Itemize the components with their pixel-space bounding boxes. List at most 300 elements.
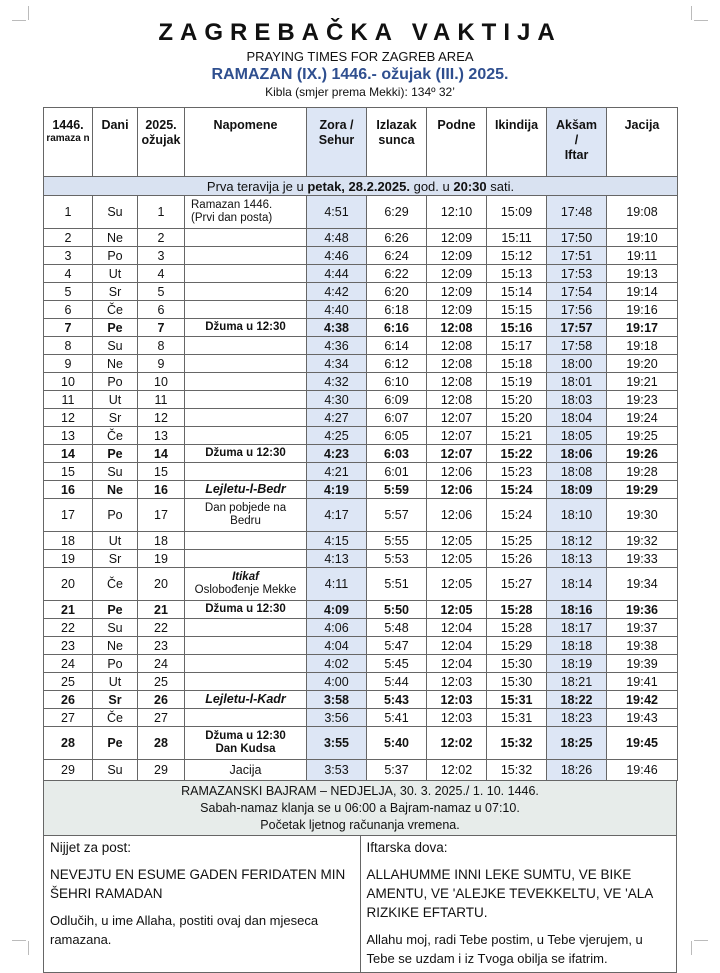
sunrise-time: 6:29 <box>367 196 427 229</box>
march-day: 12 <box>138 409 185 427</box>
notes <box>185 196 307 229</box>
isha-time: 19:16 <box>607 301 678 319</box>
weekday: Ut <box>93 265 138 283</box>
note-line: Džuma u 12:30 <box>205 730 286 742</box>
isha-time: 19:18 <box>607 337 678 355</box>
table-row <box>44 619 678 637</box>
fajr-time: 4:51 <box>307 196 367 229</box>
notes <box>185 391 307 409</box>
weekday: Če <box>93 427 138 445</box>
asr-time: 15:20 <box>487 409 547 427</box>
asr-time: 15:22 <box>487 445 547 463</box>
asr-time: 15:19 <box>487 373 547 391</box>
maghrib-time: 18:18 <box>547 637 607 655</box>
weekday: Ne <box>93 229 138 247</box>
asr-time: 15:14 <box>487 283 547 301</box>
col-march-day: 2025. ožujak <box>138 108 185 177</box>
notes <box>185 463 307 481</box>
kibla-direction: Kibla (smjer prema Mekki): 134º 32’ <box>265 85 455 99</box>
march-day: 24 <box>138 655 185 673</box>
isha-time: 19:37 <box>607 619 678 637</box>
hijri-day: 9 <box>44 355 93 373</box>
col-asr: Ikindija <box>487 108 547 177</box>
hijri-day: 3 <box>44 247 93 265</box>
sunrise-time: 5:53 <box>367 550 427 568</box>
table-row <box>44 319 678 337</box>
isha-time: 19:34 <box>607 568 678 601</box>
fajr-time: 4:17 <box>307 499 367 532</box>
weekday: Pe <box>93 445 138 463</box>
fajr-time: 3:56 <box>307 709 367 727</box>
sunrise-time: 5:45 <box>367 655 427 673</box>
note-line: Dan pobjede na <box>204 502 287 514</box>
dhuhr-time: 12:10 <box>427 196 487 229</box>
weekday: Ne <box>93 481 138 499</box>
weekday: Pe <box>93 319 138 337</box>
maghrib-time: 18:12 <box>547 532 607 550</box>
table-row <box>44 301 678 319</box>
table-row <box>44 409 678 427</box>
hijri-day: 22 <box>44 619 93 637</box>
weekday: Ut <box>93 532 138 550</box>
sunrise-time: 6:07 <box>367 409 427 427</box>
note-line: (Prvi dan posta) <box>191 212 273 224</box>
asr-time: 15:31 <box>487 709 547 727</box>
march-day: 27 <box>138 709 185 727</box>
sunrise-time: 6:14 <box>367 337 427 355</box>
notes <box>185 709 307 727</box>
sunrise-time: 6:22 <box>367 265 427 283</box>
march-day: 14 <box>138 445 185 463</box>
dhuhr-time: 12:05 <box>427 568 487 601</box>
notes <box>185 601 307 619</box>
march-day: 8 <box>138 337 185 355</box>
hijri-day: 25 <box>44 673 93 691</box>
hijri-day: 4 <box>44 265 93 283</box>
weekday: Ut <box>93 391 138 409</box>
dhuhr-time: 12:03 <box>427 709 487 727</box>
iftar-translation: Allahu moj, radi Tebe postim, u Tebe vjerujem, u Tebe se uzdam i iz Tvoga obilja se ifatrim. <box>366 932 643 966</box>
asr-time: 15:27 <box>487 568 547 601</box>
table-row <box>44 283 678 301</box>
hijri-day: 20 <box>44 568 93 601</box>
notes <box>185 481 307 499</box>
dhuhr-time: 12:03 <box>427 691 487 709</box>
march-day: 7 <box>138 319 185 337</box>
march-day: 3 <box>138 247 185 265</box>
dhuhr-time: 12:07 <box>427 445 487 463</box>
nijjet-translation: Odlučih, u ime Allaha, postiti ovaj dan mjeseca ramazana. <box>50 913 319 947</box>
maghrib-time: 17:56 <box>547 301 607 319</box>
hijri-day: 15 <box>44 463 93 481</box>
march-day: 29 <box>138 760 185 781</box>
table-row <box>44 568 678 601</box>
dhuhr-time: 12:09 <box>427 301 487 319</box>
notes <box>185 760 307 781</box>
table-row <box>44 337 678 355</box>
hijri-day: 28 <box>44 727 93 760</box>
isha-time: 19:46 <box>607 760 678 781</box>
march-day: 2 <box>138 229 185 247</box>
weekday: Sr <box>93 691 138 709</box>
iftar-label: Iftarska dova: <box>366 840 448 855</box>
weekday: Če <box>93 709 138 727</box>
weekday: Su <box>93 337 138 355</box>
note-line: Jacija <box>229 762 262 777</box>
teravija-notice: Prva teravija je u petak, 28.2.2025. god. u 20:30 sati. <box>44 177 678 196</box>
asr-time: 15:12 <box>487 247 547 265</box>
maghrib-time: 17:50 <box>547 229 607 247</box>
sunrise-time: 6:01 <box>367 463 427 481</box>
fajr-time: 4:15 <box>307 532 367 550</box>
table-header-row <box>44 108 678 177</box>
col-hijri-day: 1446. ramaza n <box>44 108 93 177</box>
isha-time: 19:39 <box>607 655 678 673</box>
fajr-time: 4:46 <box>307 247 367 265</box>
maghrib-time: 18:01 <box>547 373 607 391</box>
notes <box>185 229 307 247</box>
asr-time: 15:31 <box>487 691 547 709</box>
sunrise-time: 5:44 <box>367 673 427 691</box>
isha-time: 19:43 <box>607 709 678 727</box>
hijri-day: 1 <box>44 196 93 229</box>
notes <box>185 301 307 319</box>
sunrise-time: 6:12 <box>367 355 427 373</box>
isha-time: 19:29 <box>607 481 678 499</box>
asr-time: 15:24 <box>487 499 547 532</box>
table-row <box>44 373 678 391</box>
table-row <box>44 673 678 691</box>
crop-mark <box>12 940 26 941</box>
asr-time: 15:32 <box>487 760 547 781</box>
asr-time: 15:15 <box>487 301 547 319</box>
maghrib-time: 18:08 <box>547 463 607 481</box>
notes <box>185 655 307 673</box>
maghrib-time: 18:10 <box>547 499 607 532</box>
fajr-time: 4:36 <box>307 337 367 355</box>
fajr-time: 4:13 <box>307 550 367 568</box>
notes <box>185 691 307 709</box>
sunrise-time: 6:09 <box>367 391 427 409</box>
sunrise-time: 5:59 <box>367 481 427 499</box>
weekday: Po <box>93 247 138 265</box>
hijri-day: 24 <box>44 655 93 673</box>
hijri-day: 29 <box>44 760 93 781</box>
fajr-time: 4:30 <box>307 391 367 409</box>
dhuhr-time: 12:05 <box>427 532 487 550</box>
table-row <box>44 691 678 709</box>
asr-time: 15:25 <box>487 532 547 550</box>
nijjet-box <box>44 836 360 972</box>
table-row <box>44 229 678 247</box>
sunrise-time: 6:18 <box>367 301 427 319</box>
hijri-day: 5 <box>44 283 93 301</box>
iftar-box <box>360 836 677 972</box>
dhuhr-time: 12:08 <box>427 355 487 373</box>
notes <box>185 637 307 655</box>
hijri-day: 23 <box>44 637 93 655</box>
crop-mark <box>677 941 692 955</box>
notes <box>185 619 307 637</box>
table-row <box>44 427 678 445</box>
isha-time: 19:13 <box>607 265 678 283</box>
table-row <box>44 247 678 265</box>
isha-time: 19:23 <box>607 391 678 409</box>
sunrise-time: 6:20 <box>367 283 427 301</box>
maghrib-time: 18:00 <box>547 355 607 373</box>
dhuhr-time: 12:08 <box>427 373 487 391</box>
march-day: 19 <box>138 550 185 568</box>
maghrib-time: 17:57 <box>547 319 607 337</box>
col-maghrib: Akšam / Iftar <box>547 108 607 177</box>
dhuhr-time: 12:02 <box>427 727 487 760</box>
notes <box>185 247 307 265</box>
notes <box>185 265 307 283</box>
bajram-date: RAMAZANSKI BAJRAM – NEDJELJA, 30. 3. 2025./ 1. 10. 1446. <box>181 784 539 798</box>
isha-time: 19:41 <box>607 673 678 691</box>
table-row <box>44 709 678 727</box>
col-notes: Napomene <box>185 108 307 177</box>
isha-time: 19:36 <box>607 601 678 619</box>
page-subtitle: PRAYING TIMES FOR ZAGREB AREA <box>246 49 474 64</box>
weekday: Ne <box>93 355 138 373</box>
march-day: 25 <box>138 673 185 691</box>
maghrib-time: 17:51 <box>547 247 607 265</box>
weekday: Pe <box>93 727 138 760</box>
table-row <box>44 196 678 229</box>
march-day: 17 <box>138 499 185 532</box>
hijri-day: 14 <box>44 445 93 463</box>
asr-time: 15:26 <box>487 550 547 568</box>
notes <box>185 550 307 568</box>
sunrise-time: 5:48 <box>367 619 427 637</box>
maghrib-time: 18:26 <box>547 760 607 781</box>
note-line: Lejletu-l-Kadr <box>205 692 286 706</box>
sunrise-time: 5:47 <box>367 637 427 655</box>
sunrise-time: 5:41 <box>367 709 427 727</box>
weekday: Po <box>93 373 138 391</box>
sunrise-time: 6:03 <box>367 445 427 463</box>
fajr-time: 4:48 <box>307 229 367 247</box>
fajr-time: 4:44 <box>307 265 367 283</box>
asr-time: 15:11 <box>487 229 547 247</box>
dhuhr-time: 12:04 <box>427 655 487 673</box>
asr-time: 15:09 <box>487 196 547 229</box>
hijri-day: 18 <box>44 532 93 550</box>
dhuhr-time: 12:06 <box>427 463 487 481</box>
sunrise-time: 5:55 <box>367 532 427 550</box>
fajr-time: 4:23 <box>307 445 367 463</box>
fajr-time: 3:55 <box>307 727 367 760</box>
asr-time: 15:21 <box>487 427 547 445</box>
maghrib-time: 18:19 <box>547 655 607 673</box>
fajr-time: 4:04 <box>307 637 367 655</box>
table-row <box>44 532 678 550</box>
fajr-time: 4:40 <box>307 301 367 319</box>
nijjet-label: Nijjet za post: <box>50 840 132 855</box>
notes <box>185 409 307 427</box>
march-day: 20 <box>138 568 185 601</box>
hijri-day: 26 <box>44 691 93 709</box>
weekday: Po <box>93 655 138 673</box>
bajram-prayer-times: Sabah-namaz klanja se u 06:00 a Bajram-namaz u 07:10. <box>200 801 520 815</box>
table-row <box>44 481 678 499</box>
maghrib-time: 17:58 <box>547 337 607 355</box>
fajr-time: 4:19 <box>307 481 367 499</box>
isha-time: 19:21 <box>607 373 678 391</box>
page-title: ZAGREBAČKA VAKTIJA <box>158 19 562 46</box>
hijri-day: 2 <box>44 229 93 247</box>
march-day: 15 <box>138 463 185 481</box>
maghrib-time: 18:09 <box>547 481 607 499</box>
weekday: Sr <box>93 409 138 427</box>
sunrise-time: 5:37 <box>367 760 427 781</box>
fajr-time: 4:11 <box>307 568 367 601</box>
maghrib-time: 18:03 <box>547 391 607 409</box>
isha-time: 19:26 <box>607 445 678 463</box>
notes <box>185 727 307 760</box>
dhuhr-time: 12:08 <box>427 319 487 337</box>
dhuhr-time: 12:05 <box>427 601 487 619</box>
maghrib-time: 18:06 <box>547 445 607 463</box>
sunrise-time: 6:24 <box>367 247 427 265</box>
hijri-day: 27 <box>44 709 93 727</box>
sunrise-time: 5:43 <box>367 691 427 709</box>
fajr-time: 3:53 <box>307 760 367 781</box>
dhuhr-time: 12:05 <box>427 550 487 568</box>
fajr-time: 4:06 <box>307 619 367 637</box>
maghrib-time: 18:04 <box>547 409 607 427</box>
march-day: 11 <box>138 391 185 409</box>
dhuhr-time: 12:07 <box>427 409 487 427</box>
notes <box>185 568 307 601</box>
nijjet-arabic: NEVEJTU EN ESUME GADEN FERIDATEN MIN ŠEHRI RAMADAN <box>50 867 346 901</box>
march-day: 28 <box>138 727 185 760</box>
isha-time: 19:28 <box>607 463 678 481</box>
table-row <box>44 265 678 283</box>
hijri-day: 16 <box>44 481 93 499</box>
col-isha: Jacija <box>607 108 678 177</box>
notes <box>185 373 307 391</box>
asr-time: 15:17 <box>487 337 547 355</box>
weekday: Su <box>93 196 138 229</box>
asr-time: 15:29 <box>487 637 547 655</box>
weekday: Če <box>93 301 138 319</box>
march-day: 9 <box>138 355 185 373</box>
duas-section <box>43 836 677 973</box>
dhuhr-time: 12:06 <box>427 499 487 532</box>
notes <box>185 532 307 550</box>
dhuhr-time: 12:07 <box>427 427 487 445</box>
dhuhr-time: 12:02 <box>427 760 487 781</box>
asr-time: 15:20 <box>487 391 547 409</box>
dhuhr-time: 12:09 <box>427 229 487 247</box>
weekday: Pe <box>93 601 138 619</box>
notes <box>185 445 307 463</box>
hijri-day: 21 <box>44 601 93 619</box>
maghrib-time: 18:13 <box>547 550 607 568</box>
weekday: Ne <box>93 637 138 655</box>
iftar-arabic: ALLAHUMME INNI LEKE SUMTU, VE BIKE AMENTU, VE 'ALEJKE TEVEKKELTU, VE 'ALA RIZKIKE EFTARTU. <box>366 867 653 920</box>
table-row <box>44 727 678 760</box>
fajr-time: 4:02 <box>307 655 367 673</box>
sunrise-time: 5:50 <box>367 601 427 619</box>
weekday: Ut <box>93 673 138 691</box>
maghrib-time: 18:21 <box>547 673 607 691</box>
maghrib-time: 17:53 <box>547 265 607 283</box>
asr-time: 15:24 <box>487 481 547 499</box>
isha-time: 19:20 <box>607 355 678 373</box>
fajr-time: 4:32 <box>307 373 367 391</box>
asr-time: 15:18 <box>487 355 547 373</box>
isha-time: 19:32 <box>607 532 678 550</box>
maghrib-time: 18:22 <box>547 691 607 709</box>
col-weekday: Dani <box>93 108 138 177</box>
isha-time: 19:14 <box>607 283 678 301</box>
maghrib-time: 18:17 <box>547 619 607 637</box>
table-row <box>44 355 678 373</box>
asr-time: 15:28 <box>487 619 547 637</box>
hijri-day: 19 <box>44 550 93 568</box>
dhuhr-time: 12:06 <box>427 481 487 499</box>
note-line: Džuma u 12:30 <box>205 447 286 459</box>
isha-time: 19:33 <box>607 550 678 568</box>
prayer-times-sheet <box>43 107 677 973</box>
march-day: 6 <box>138 301 185 319</box>
table-row <box>44 463 678 481</box>
march-day: 21 <box>138 601 185 619</box>
dhuhr-time: 12:03 <box>427 673 487 691</box>
isha-time: 19:11 <box>607 247 678 265</box>
asr-time: 15:13 <box>487 265 547 283</box>
note-line: Džuma u 12:30 <box>205 321 286 333</box>
table-row <box>44 601 678 619</box>
isha-time: 19:30 <box>607 499 678 532</box>
dhuhr-time: 12:04 <box>427 637 487 655</box>
hijri-day: 8 <box>44 337 93 355</box>
note-line: Bedru <box>230 515 261 527</box>
isha-time: 19:17 <box>607 319 678 337</box>
march-day: 22 <box>138 619 185 637</box>
weekday: Su <box>93 619 138 637</box>
notes <box>185 337 307 355</box>
sunrise-time: 5:57 <box>367 499 427 532</box>
dst-notice: Početak ljetnog računanja vremena. <box>260 818 460 832</box>
fajr-time: 4:38 <box>307 319 367 337</box>
table-row <box>44 445 678 463</box>
fajr-time: 4:34 <box>307 355 367 373</box>
march-day: 5 <box>138 283 185 301</box>
hijri-day: 7 <box>44 319 93 337</box>
weekday: Sr <box>93 283 138 301</box>
dhuhr-time: 12:09 <box>427 265 487 283</box>
note-line: Dan Kudsa <box>215 743 276 755</box>
march-day: 4 <box>138 265 185 283</box>
maghrib-time: 18:14 <box>547 568 607 601</box>
fajr-time: 4:27 <box>307 409 367 427</box>
asr-time: 15:23 <box>487 463 547 481</box>
sunrise-time: 6:16 <box>367 319 427 337</box>
isha-time: 19:08 <box>607 196 678 229</box>
march-day: 13 <box>138 427 185 445</box>
notes <box>185 499 307 532</box>
note-line: Itikaf <box>232 571 259 583</box>
col-dhuhr: Podne <box>427 108 487 177</box>
maghrib-time: 18:16 <box>547 601 607 619</box>
note-line: Džuma u 12:30 <box>205 603 286 615</box>
isha-time: 19:25 <box>607 427 678 445</box>
weekday: Če <box>93 568 138 601</box>
